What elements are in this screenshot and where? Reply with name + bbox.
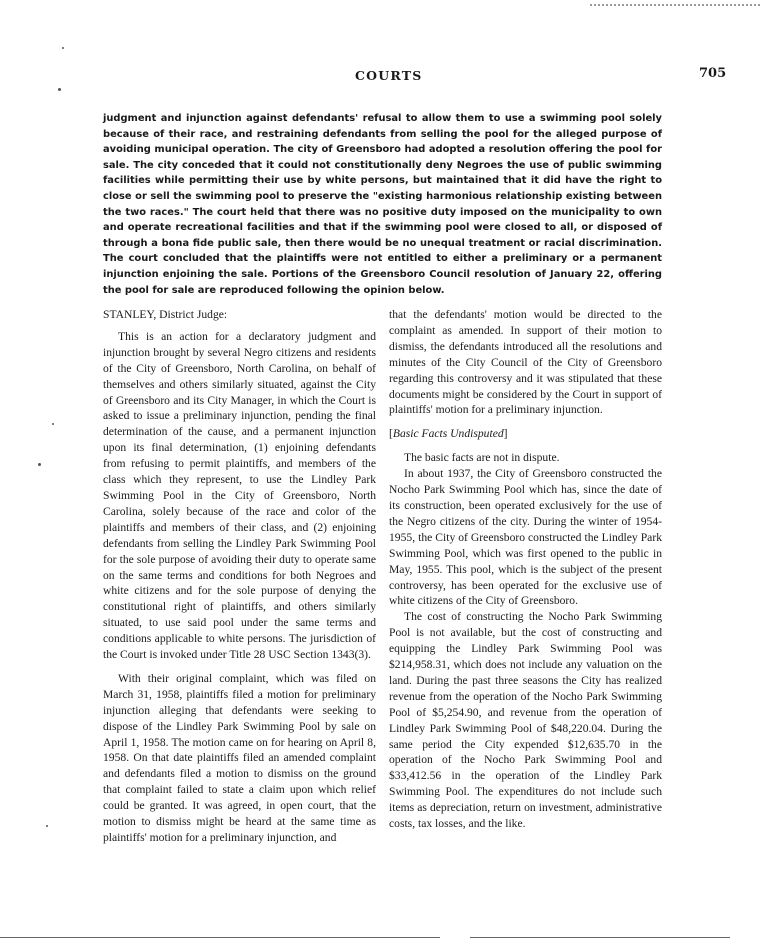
opinion-paragraph: The basic facts are not in dispute. xyxy=(404,451,560,465)
left-column xyxy=(103,307,376,846)
page-number: 705 xyxy=(699,66,727,81)
opinion-paragraph: With their original complaint, which was filed on March 31, 1958, plaintiffs filed a motion for preliminary injunction alleging that defendants were seeking to dispose of the Lindley Park Swimming Pool by sale on April 1, 1958. The motion came on for hearing on April 8, 1958. On that date plaintiffs filed an amended complaint and defendants filed a motion to dismiss on the ground that complaint failed to state a claim upon which relief could be granted. It was agreed, in open court, that the motion to dismiss might be heard at the same time as plaintiffs' motion for a preliminary injunction, and xyxy=(103,671,376,844)
opinion-paragraph: This is an action for a declaratory judgment and injunction brought by several Negro citizens and residents of the City of Greensboro, North Carolina, on behalf of themselves and others similarly situated, against the City of Greensboro and its City Manager, in which the Court is asked to issue a preliminary injunction, pending the final determination of the cause, and a permanent injunction upon its final determination, (1) enjoining defendants from refusing to permit plaintiffs, and members of the class which they represent, to use the Lindley Park Swimming Pool in the City of Greensboro, North Carolina, solely because of the race and color of the plaintiffs and members of their class, and (2) enjoining defendants from selling the Lindley Park Swimming Pool for the sole purpose of avoiding their duty to operate same on the same terms and conditions for both Negroes and white citizens and for the sole purpose of denying the constitutional right of plaintiffs, and others similarly situated, to use said pool under the same terms and conditions applicable to white persons. The jurisdiction of the Court is invoked under Title 28 USC Section 1343(3). xyxy=(103,329,376,662)
scan-speck xyxy=(62,47,64,49)
scan-speck xyxy=(58,88,61,91)
opinion-paragraph: In about 1937, the City of Greensboro constructed the Nocho Park Swimming Pool which has, since the date of its construction, been operated exclusively for the use of the Negro citizens of the city. During the winter of 1954-1955, the City of Greensboro constructed the Lindley Park Swimming Pool, which was first opened to the public in May, 1955. This pool, which is the subject of the present controversy, has been operated for the exclusive use of white citizens of the City of Greensboro. xyxy=(389,467,662,608)
opinion-paragraph: The cost of constructing the Nocho Park Swimming Pool is not available, but the cost of constructing and equipping the Lindley Park Swimming Pool was $214,958.31, which does not include any valuation on the land. During the past three seasons the City has realized revenue from the operation of the Nocho Park Swimming Pool of $5,254.90, and revenue from the operation of Lindley Park Swimming Pool of $48,220.04. During the same period the City expended $12,635.70 in the operation of the Nocho Park Swimming Pool and $33,412.56 in the operation of the Lindley Park Swimming Pool. The expenditures do not include such items as depreciation, return on investment, administrative costs, tax losses, and the like. xyxy=(389,610,662,831)
bottom-rule-left xyxy=(0,937,440,938)
scan-speck xyxy=(46,825,48,827)
judge-line: STANLEY, District Judge: xyxy=(103,308,228,321)
opinion-paragraph-continued: that the defendants' motion would be directed to the complaint as amended. In support of their motion to dismiss, the defendants introduced all the resolutions and minutes of the City Council of the City of Greensboro regarding this controversy and it was stipulated that these documents might be considered by the Court in support of plaintiffs' motion for a preliminary injunction. xyxy=(389,308,662,417)
running-head: COURTS xyxy=(355,68,423,83)
top-dotted-rule xyxy=(590,4,760,6)
right-column xyxy=(389,307,662,832)
bottom-rule-right xyxy=(470,937,730,938)
heading-text: Basic Facts Undisputed xyxy=(392,427,504,441)
heading-close-bracket: ] xyxy=(503,427,508,441)
headnote: judgment and injunction against defendants' refusal to allow them to use a swimming pool solely because of their race, and restraining defendants from selling the pool for the alleged purpose of avoiding municipal operation. The city of Greensboro had adopted a resolution offering the pool for sale. The city conceded that it could not constitutionally deny Negroes the use of public swimming facilities while permitting their use by white persons, but maintained that it did have the right to close or sell the swimming pool to preserve the "existing harmonious relationship existing between the two races." The court held that there was no positive duty imposed on the municipality to own and operate recreational facilities and that if the swimming pool were closed to all, or disposed of through a bona fide public sale, then there would be no unequal treatment or racial discrimination. The court concluded that the plaintiffs were not entitled to either a preliminary or a permanent injunction enjoining the sale. Portions of the Greensboro Council resolution of January 22, offering the pool for sale are reproduced following the opinion below. xyxy=(103,113,662,296)
scan-speck xyxy=(52,423,54,425)
section-heading xyxy=(389,426,662,442)
scan-speck xyxy=(38,463,41,466)
heading-open-bracket: [ xyxy=(389,427,393,441)
